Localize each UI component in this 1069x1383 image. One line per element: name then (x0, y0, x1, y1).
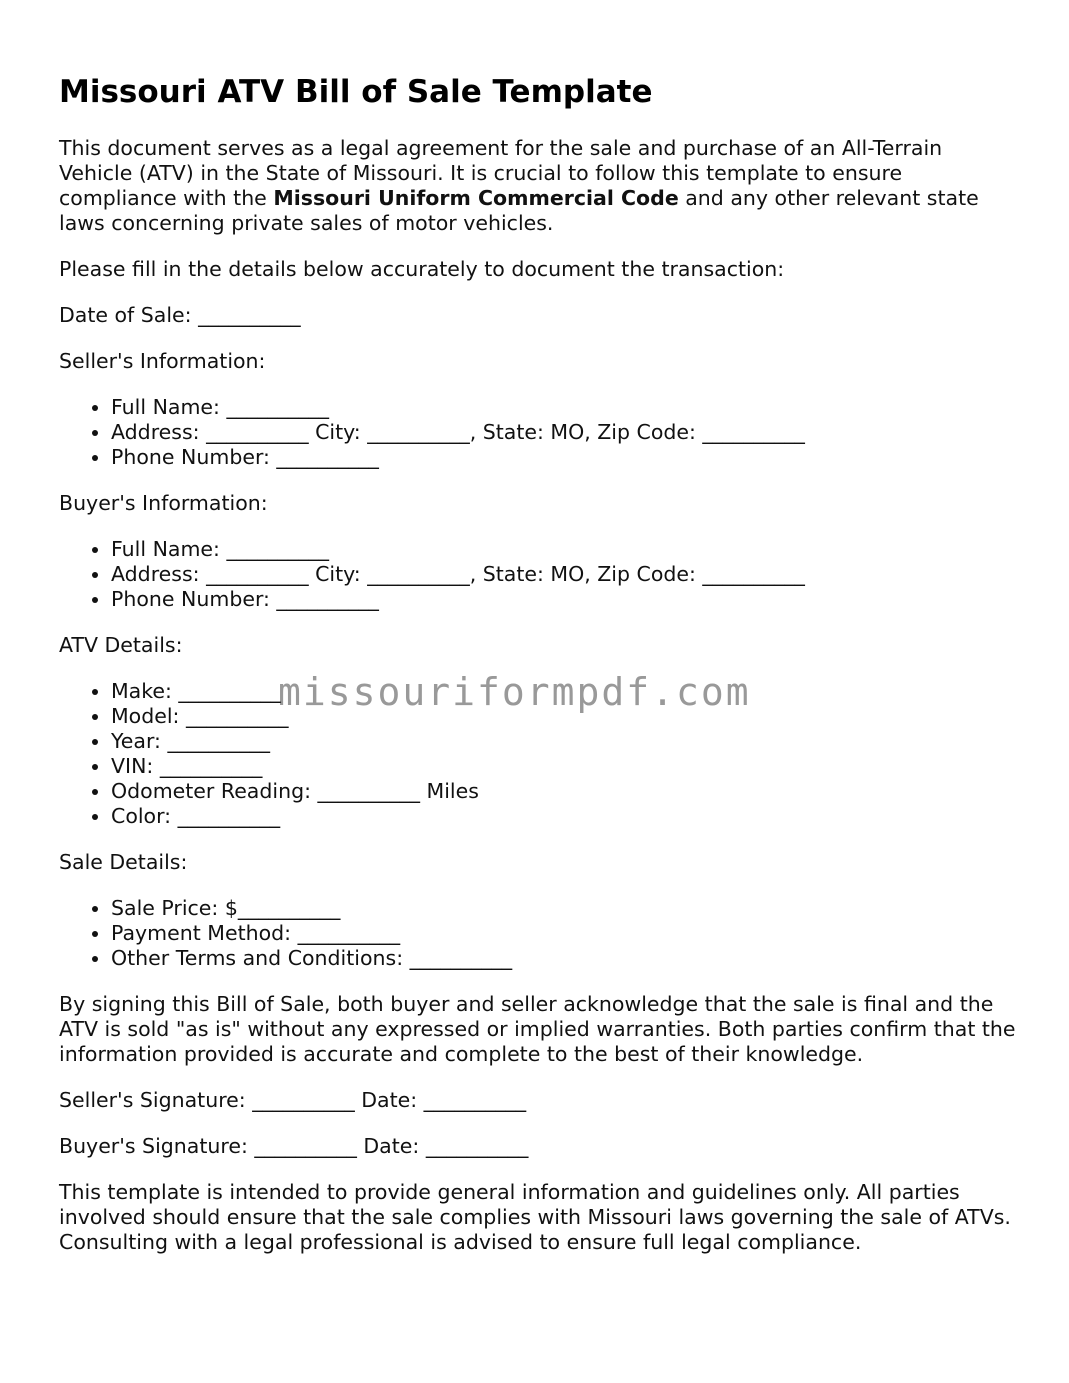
date-of-sale-field: Date of Sale: __________ (59, 303, 301, 327)
seller-info-list (59, 395, 1019, 470)
watermark-text: missouriformpdf.com (278, 670, 751, 714)
sale-details-list (59, 896, 1019, 971)
seller-full-name-field: • Full Name: __________ (111, 395, 1019, 420)
seller-heading: Seller's Information: (59, 349, 266, 373)
buyer-heading: Buyer's Information: (59, 491, 268, 515)
buyer-address-field: • Address: __________ City: __________, State: MO, Zip Code: __________ (111, 562, 1019, 587)
intro-text-before: This document serves as a legal agreement for the sale and purchase of an All-Terrain Vehicle (ATV) in the State of Missouri. It is crucial to follow this template to ensure compliance with the (59, 136, 943, 210)
buyer-signature-line: Buyer's Signature: __________ Date: __________ (59, 1134, 529, 1158)
atv-heading: ATV Details: (59, 633, 183, 657)
buyer-info-list (59, 537, 1019, 612)
atv-model-field: • Model: __________ (111, 704, 1019, 729)
atv-odometer-field: • Odometer Reading: __________ Miles (111, 779, 1019, 804)
document-page (59, 70, 1019, 1276)
acknowledgment-paragraph: By signing this Bill of Sale, both buyer and seller acknowledge that the sale is final and the ATV is sold "as is" without any expressed or implied warranties. Both parties confirm that the information provided is accurate and complete to the best of their knowledge. (59, 992, 1016, 1066)
atv-year-field: • Year: __________ (111, 729, 1019, 754)
atv-color-field: • Color: __________ (111, 804, 1019, 829)
buyer-full-name-field: • Full Name: __________ (111, 537, 1019, 562)
atv-vin-field: • VIN: __________ (111, 754, 1019, 779)
intro-text-bold: Missouri Uniform Commercial Code (273, 186, 679, 210)
intro-text-after: and any other relevant state laws concerning private sales of motor vehicles. (59, 186, 979, 235)
seller-signature-line: Seller's Signature: __________ Date: __________ (59, 1088, 527, 1112)
disclaimer-paragraph: This template is intended to provide general information and guidelines only. All parties involved should ensure that the sale complies with Missouri laws governing the sale of ATVs. Consulting with a legal professional is advised to ensure full legal compliance. (59, 1180, 1011, 1254)
atv-make-field: • Make: __________ (111, 679, 1019, 704)
instruction-text: Please fill in the details below accurately to document the transaction: (59, 257, 785, 281)
other-terms-field: • Other Terms and Conditions: __________ (111, 946, 1019, 971)
seller-phone-field: • Phone Number: __________ (111, 445, 1019, 470)
seller-address-field: • Address: __________ City: __________, State: MO, Zip Code: __________ (111, 420, 1019, 445)
buyer-phone-field: • Phone Number: __________ (111, 587, 1019, 612)
atv-details-list (59, 679, 1019, 829)
sale-heading: Sale Details: (59, 850, 188, 874)
payment-method-field: • Payment Method: __________ (111, 921, 1019, 946)
intro-paragraph (59, 136, 1019, 236)
sale-price-field: • Sale Price: $__________ (111, 896, 1019, 921)
document-title: Missouri ATV Bill of Sale Template (59, 74, 653, 110)
